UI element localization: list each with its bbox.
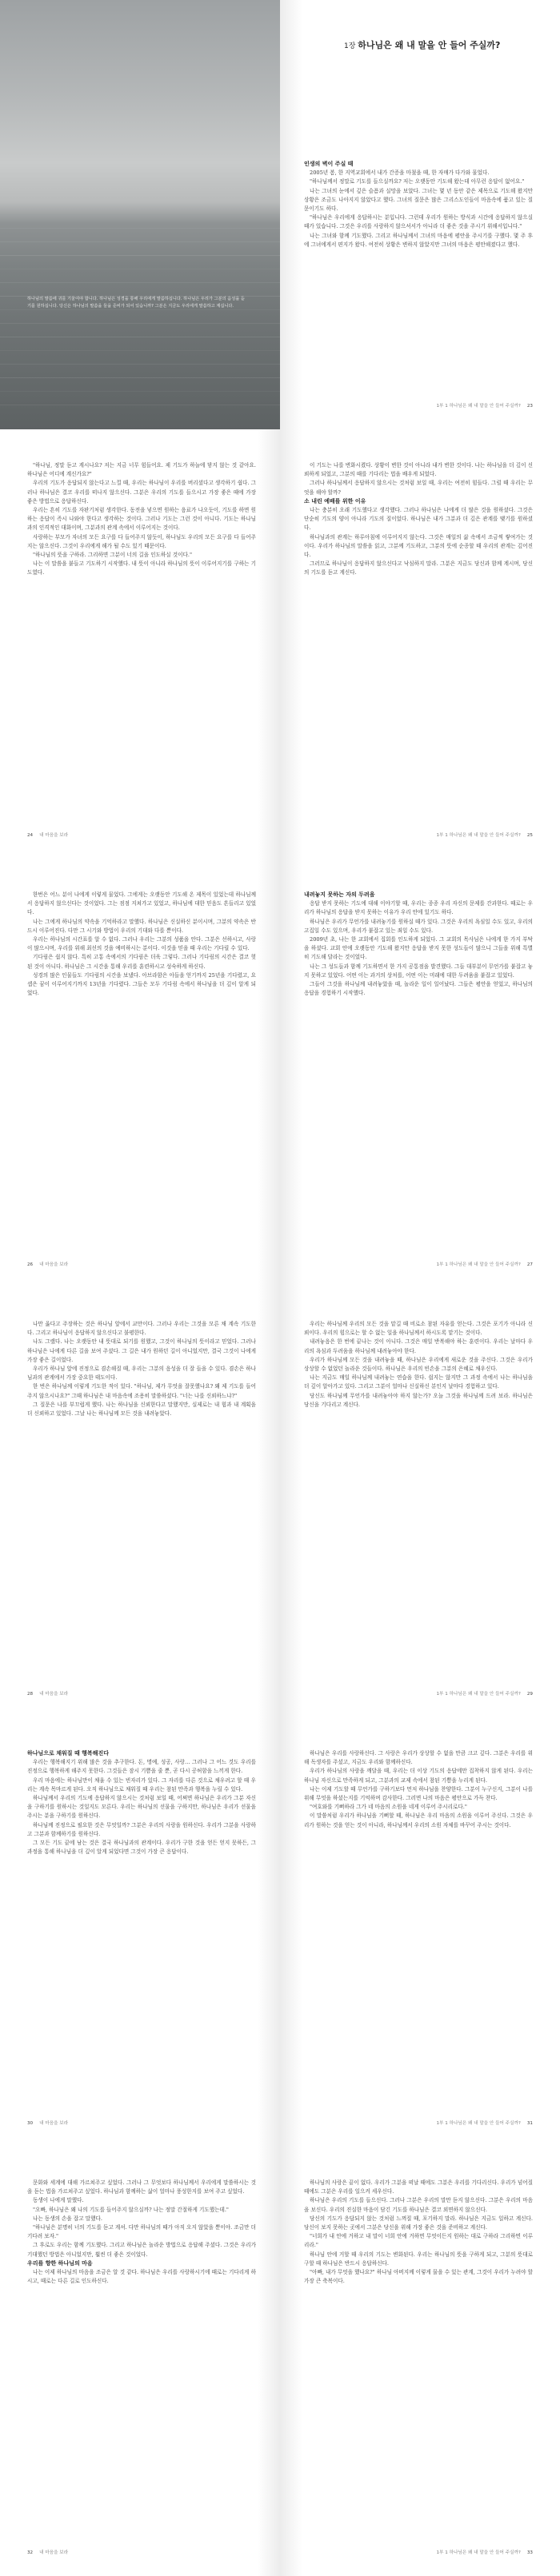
page-number: 24 (27, 833, 34, 838)
section-heading: 인생의 벽이 주실 때 (304, 161, 354, 167)
paragraph: 나는 그녀와 함께 기도했다. 그리고 하나님께서 그녀의 마음에 평안을 주시기를 구했다. 몇 주 후에 그녀에게서 편지가 왔다. 여전히 상황은 변하지 않았지만 그녀의 마음은 평안해졌다고 했다. (304, 232, 533, 248)
right-page-body (304, 2179, 533, 2536)
right-page-body (304, 1320, 533, 1677)
left-page-footer (27, 1261, 68, 1267)
wave-line (0, 377, 280, 378)
running-title: 1부 1 하나님은 왜 내 말을 안 들어 주실까? (436, 1692, 521, 1697)
right-page-body (304, 891, 533, 1248)
right-page-footer (437, 2119, 534, 2126)
left-page (0, 859, 280, 1288)
paragraph: 우리는 하나님의 시간표를 알 수 없다. 그러나 우리는 그분의 성품을 안다. 그분은 선하시고, 사랑이 많으시며, 우리를 위해 최선의 것을 예비하시는 분이다. 이것을 믿을 때 우리는 기다릴 수 있다. (27, 936, 256, 952)
paragraph: 나는 충분히 오래 기도했다고 생각했다. 그러나 하나님은 나에게 더 많은 것을 원하셨다. 그것은 단순히 기도의 양이 아니라 기도의 질이었다. 하나님은 내가 그분과 더 깊은 관계를 맺기를 원하셨다. (304, 507, 533, 532)
page-number: 32 (27, 2550, 34, 2555)
paragraph: 당신의 기도가 응답되지 않는 것처럼 느껴질 때, 포기하지 말라. 하나님은 지금도 일하고 계신다. 당신이 보지 못하는 곳에서 그분은 당신을 위해 가장 좋은 것을 준비하고 계신다. (304, 2215, 533, 2231)
left-page-footer (27, 831, 68, 838)
running-title: 1부 1 하나님은 왜 내 말을 안 들어 주실까? (436, 404, 521, 409)
wave-line (0, 241, 280, 242)
paragraph: 나도 그랬다. 나는 오랫동안 내 뜻대로 되기를 원했고, 그것이 하나님의 뜻이라고 믿었다. 그러나 하나님은 나에게 다른 길을 보여 주셨다. 그 길은 내가 원하던 길이 아니었지만, 결국 그것이 나에게 가장 좋은 길이었다. (27, 1338, 256, 1363)
paragraph: 나는 그녀의 눈에서 깊은 슬픔과 실망을 보았다. 그녀는 몇 년 동안 같은 제목으로 기도해 왔지만 상황은 조금도 나아지지 않았다고 했다. 그녀의 질문은 많은 그리스도인들이 마음속에 품고 있는 질문이기도 하다. (304, 187, 533, 213)
paragraph: 하나님은 우리의 기도를 들으신다. 그러나 그분은 우리의 말만 듣지 않으신다. 그분은 우리의 마음을 보신다. 우리의 진실한 마음이 담긴 기도를 하나님은 결코 외면하지 않으신다. (304, 2197, 533, 2213)
paragraph: 하나님과의 관계는 하루아침에 이루어지지 않는다. 그것은 매일의 삶 속에서 조금씩 쌓여가는 것이다. 우리가 하나님의 말씀을 읽고, 그분께 기도하고, 그분의 뜻에 순종할 때 우리의 관계는 깊어진다. (304, 533, 533, 559)
left-page (0, 2147, 280, 2576)
right-page-body (304, 160, 533, 389)
photo-caption: 하나님의 말씀에 귀를 기울여야 합니다. 하나님은 성경을 통해 우리에게 말씀하십니다. 하나님은 우리가 그분의 음성을 듣기를 원하십니다. 당신은 하나님의 말씀을 들을 준비가 되어 있습니까? 그분은 지금도 우리에게 말씀하고 계십니다. (27, 297, 245, 309)
left-page (0, 1717, 280, 2147)
paragraph: "오빠, 하나님은 왜 나의 기도를 들어주지 않으실까? 나는 정말 간절하게 기도했는데." (33, 2206, 229, 2213)
paragraph: 한 번은 하나님께 이렇게 기도한 적이 있다. "하나님, 제가 무엇을 잘못했나요? 왜 제 기도를 들어주지 않으시나요?" 그때 하나님은 내 마음속에 조용히 말씀하셨다. "너는 나를 신뢰하느냐?" (27, 1383, 256, 1399)
paragraph: 나는 동생의 손을 잡고 말했다. (33, 2215, 102, 2222)
wave-line (0, 391, 280, 392)
left-page-footer (27, 2549, 68, 2555)
paragraph: 우리 마음에는 하나님만이 채울 수 있는 빈자리가 있다. 그 자리를 다른 것으로 채우려고 할 때 우리는 계속 목마르게 된다. 오직 하나님으로 채워질 때 우리는 참된 만족과 행복을 누릴 수 있다. (27, 1776, 256, 1792)
left-page-footer (27, 2119, 68, 2126)
paragraph: 나는 이제 기도할 때 무언가를 구하기보다 먼저 하나님을 찬양한다. 그분이 누구신지, 그분이 나를 위해 무엇을 하셨는지를 기억하며 감사한다. 그러면 나의 마음은 평안으로 가득 찬다. (304, 1785, 533, 1802)
page-number: 33 (526, 2550, 533, 2555)
page-number: 29 (526, 1692, 533, 1697)
section-heading: 우리를 향한 하나님의 마음 (27, 2259, 93, 2267)
paragraph: 나만 옳다고 주장하는 것은 하나님 앞에서 교만이다. 그러나 우리는 그것을 모른 채 계속 기도한다. 그리고 하나님이 응답하지 않으신다고 불평한다. (27, 1321, 256, 1337)
paragraph: 하나님은 우리를 사랑하신다. 그 사랑은 우리가 상상할 수 없을 만큼 크고 깊다. 그분은 우리를 위해 독생자를 주셨고, 지금도 우리와 함께하신다. (304, 1750, 533, 1766)
page-number: 27 (526, 1262, 533, 1267)
paragraph: 그들이 그것을 하나님께 내려놓았을 때, 놀라운 일이 일어났다. 그들은 평안을 얻었고, 하나님의 응답을 경험하기 시작했다. (304, 981, 533, 997)
left-page (0, 429, 280, 859)
chapter-title: 하나님은 왜 내 말을 안 들어 주실까? (358, 40, 501, 50)
page-number: 31 (526, 2121, 533, 2126)
page-number: 23 (526, 404, 533, 409)
left-page-body (27, 1320, 256, 1677)
paragraph: 나는 이 말씀을 붙들고 기도하기 시작했다. 내 뜻이 아니라 하나님의 뜻이 이루어지기를 구하는 기도였다. (27, 560, 256, 576)
wave-line (0, 350, 280, 351)
paragraph: 한번은 어느 분이 나에게 이렇게 물었다. 그에게는 오랫동안 기도해 온 제목이 있었는데 하나님께서 응답하지 않으신다는 것이었다. 그는 점점 지쳐가고 있었고, 하나님에 대한 믿음도 흔들리고 있었다. (27, 891, 256, 916)
right-page-footer (437, 831, 534, 838)
right-page-footer (437, 402, 534, 409)
paragraph: 당신도 하나님께 무언가를 내려놓아야 하지 않는가? 오늘 그것을 하나님께 드려 보라. 하나님은 당신을 기다리고 계신다. (304, 1392, 533, 1408)
left-page (0, 1288, 280, 1717)
paragraph: 내려놓음은 한 번에 끝나는 것이 아니다. 그것은 매일 반복해야 하는 훈련이다. 우리는 날마다 우리의 욕심과 두려움을 하나님께 내려놓아야 한다. (304, 1338, 533, 1354)
paragraph: 나는 지금도 매일 하나님께 내려놓는 연습을 한다. 쉽지는 않지만 그 과정 속에서 나는 하나님을 더 깊이 알아가고 있다. 그리고 그분이 얼마나 신실하신 분인지 날마다 경험하고 있다. (304, 1374, 533, 1390)
paragraph: 우리의 기도가 응답되지 않는다고 느낄 때, 우리는 하나님이 우리를 버리셨다고 생각하기 쉽다. 그러나 하나님은 결코 우리를 떠나지 않으신다. 그분은 우리의 기도를 들으시고 가장 좋은 때에 가장 좋은 방법으로 응답하신다. (27, 480, 256, 504)
wave-line (0, 323, 280, 324)
right-page-body (304, 1749, 533, 2107)
right-page (280, 0, 560, 429)
book-spread (0, 429, 560, 859)
paragraph: 우리는 하나님께 우리의 모든 것을 맡길 때 비로소 참된 자유를 얻는다. 그것은 포기가 아니라 신뢰이다. 우리의 힘으로는 할 수 없는 일을 하나님께서 하시도록 맡기는 것이다. (304, 1321, 533, 1337)
left-page (0, 0, 280, 429)
right-page (280, 1288, 560, 1717)
paragraph: 그러므로 하나님이 응답하지 않으신다고 낙심하지 말라. 그분은 지금도 당신과 함께 계시며, 당신의 기도를 듣고 계신다. (304, 560, 533, 576)
paragraph: 2009년 초, 나는 한 교회에서 집회를 인도하게 되었다. 그 교회의 목사님은 나에게 한 가지 부탁을 하셨다. 교회 안에 오랫동안 기도해 왔지만 응답을 받지 못한 성도들이 많으니 그들을 위해 특별히 기도해 달라는 것이었다. (304, 936, 533, 961)
chapter-number: 1장 (344, 42, 356, 50)
running-title: 1부 1 하나님은 왜 내 말을 안 들어 주실까? (436, 2121, 521, 2126)
paragraph: 나는 그 성도들과 함께 기도하면서 한 가지 공통점을 발견했다. 그들 대부분이 무언가를 붙잡고 놓지 못하고 있었다. 어떤 이는 과거의 상처를, 어떤 이는 미래에 대한 두려움을 붙잡고 있었다. (304, 963, 533, 979)
paragraph: 성경의 많은 인물들도 기다림의 시간을 보냈다. 아브라함은 아들을 얻기까지 25년을 기다렸고, 요셉은 꿈이 이루어지기까지 13년을 기다렸다. 그들은 모두 기다림 속에서 하나님을 더 깊이 알게 되었다. (27, 971, 256, 997)
paragraph: 그 모든 기도 끝에 남는 것은 결국 하나님과의 관계이다. 우리가 구한 것을 얻든 얻지 못하든, 그 과정을 통해 하나님을 더 깊이 알게 되었다면 그것이 가장 큰 응답이다. (27, 1840, 256, 1856)
paragraph: 응답 받지 못하는 기도에 대해 이야기할 때, 우리는 종종 우리 자신의 문제를 간과한다. 때로는 우리가 하나님의 응답을 받지 못하는 이유가 우리 안에 있기도 하다. (304, 900, 533, 916)
paragraph: 이 기도는 나를 변화시켰다. 상황이 변한 것이 아니라 내가 변한 것이다. 나는 하나님을 더 깊이 신뢰하게 되었고, 그분의 때를 기다리는 법을 배우게 되었다. (304, 462, 533, 478)
wave-line (0, 255, 280, 256)
paragraph: 동생이 나에게 말했다. (33, 2197, 84, 2204)
left-page-body (27, 2179, 256, 2536)
paragraph: "하나님, 정말 듣고 계시나요? 저는 지금 너무 힘들어요. 제 기도가 하늘에 닿지 않는 것 같아요. 하나님은 어디에 계신가요?" (27, 462, 256, 478)
right-page-footer (437, 1261, 534, 1267)
right-page (280, 429, 560, 859)
wave-line (0, 364, 280, 365)
paragraph: 그러나 하나님께서 응답하지 않으시는 것처럼 보일 때, 우리는 여전히 힘들다. 그럴 때 우리는 무엇을 해야 할까? (304, 480, 533, 496)
paragraph: 하나님은 우리가 무언가를 내려놓기를 원하실 때가 있다. 그것은 우리의 욕심일 수도 있고, 우리의 고집일 수도 있으며, 우리가 붙잡고 있는 죄일 수도 있다. (304, 918, 533, 934)
left-page-footer (27, 1690, 68, 1697)
paragraph: 문화와 세계에 대해 가르쳐주고 싶었다. 그러나 그 무엇보다 하나님께서 우리에게 말씀하시는 것을 듣는 법을 가르쳐주고 싶었다. 하나님과 함께하는 삶이 얼마나 풍성한지를 보여 주고 싶었다. (27, 2179, 256, 2195)
right-page-footer (437, 2549, 534, 2555)
paragraph: 우리가 하나님께 모든 것을 내려놓을 때, 하나님은 우리에게 새로운 것을 주신다. 그것은 우리가 상상할 수 없었던 놀라운 것들이다. 하나님은 우리의 빈손을 그분의 은혜로 채우신다. (304, 1356, 533, 1373)
page-number: 26 (27, 1262, 34, 1267)
paragraph: "하나님께서 정말로 기도를 들으실까요? 저는 오랫동안 기도해 왔는데 아무런 응답이 없어요." (310, 178, 525, 185)
paragraph: 우리가 하나님의 사랑을 깨달을 때, 우리는 더 이상 기도의 응답에만 집착하지 않게 된다. 우리는 하나님 자신으로 만족하게 되고, 그분과의 교제 속에서 참된 기쁨을 누리게 된다. (304, 1768, 533, 1784)
paragraph: "아빠, 내가 무엇을 했나요?" 하나님 아버지께 이렇게 물을 수 있는 관계, 그것이 우리가 누려야 할 가장 큰 축복이다. (304, 2269, 533, 2285)
paragraph: 우리는 흔히 기도를 자판기처럼 생각한다. 동전을 넣으면 원하는 음료가 나오듯이, 기도를 하면 원하는 응답이 즉시 나와야 한다고 생각하는 것이다. 그러나 기도는 그런 것이 아니다. 기도는 하나님과의 인격적인 대화이며, 그분과의 관계 속에서 이루어지는 것이다. (27, 507, 256, 532)
paragraph: 이 말씀처럼 우리가 하나님을 기뻐할 때, 하나님은 우리 마음의 소원을 이루어 주신다. 그것은 우리가 원하는 것을 얻는 것이 아니라, 하나님께서 우리의 소원 자체를 바꾸어 주시는 것이다. (304, 1812, 533, 1828)
paragraph: 우리는 행복해지기 위해 많은 것을 추구한다. 돈, 명예, 성공, 사랑… 그러나 그 어느 것도 우리를 진정으로 행복하게 해주지 못한다. 그것들은 잠시 기쁨을 줄 뿐, 곧 다시 공허함을 느끼게 한다. (27, 1759, 256, 1775)
section-heading: 하나님으로 채워질 때 행복해진다 (27, 1750, 109, 1757)
running-title: 1부 1 하나님은 왜 내 말을 안 들어 주실까? (436, 2550, 521, 2555)
paragraph: 하나님 안에 거할 때 우리의 기도는 변화된다. 우리는 하나님의 뜻을 구하게 되고, 그분의 뜻대로 구할 때 하나님은 반드시 응답하신다. (304, 2251, 533, 2267)
right-page (280, 1717, 560, 2147)
running-title: 내 마음을 보라 (39, 2121, 69, 2126)
right-page (280, 859, 560, 1288)
page-number: 25 (526, 833, 533, 838)
paragraph: 나는 이제 하나님의 마음을 조금은 알 것 같다. 하나님은 우리를 사랑하시기에 때로는 기다리게 하시고, 때로는 다른 길로 인도하신다. (27, 2269, 256, 2285)
right-page-body (304, 461, 533, 819)
paragraph: "여호와를 기뻐하라 그가 네 마음의 소원을 네게 이루어 주시리로다." (310, 1804, 467, 1811)
paragraph: 하나님께 진정으로 필요한 것은 무엇일까? 그분은 우리의 사랑을 원하신다. 우리가 그분을 사랑하고 그분과 함께하기를 원하신다. (27, 1821, 256, 1837)
page-number: 28 (27, 1692, 34, 1697)
book-spread (0, 2147, 560, 2576)
chapter-heading (344, 38, 500, 51)
paragraph: "너희가 내 안에 거하고 내 말이 너희 안에 거하면 무엇이든지 원하는 대로 구하라 그리하면 이루리라." (304, 2233, 533, 2249)
paragraph: 2005년 봄, 한 지역교회에서 내가 간증을 마쳤을 때, 한 자매가 다가와 물었다. (310, 169, 490, 177)
running-title: 내 마음을 보라 (39, 1692, 69, 1697)
paragraph: "하나님은 분명히 너의 기도를 듣고 계셔. 다만 하나님의 때가 아직 오지 않았을 뿐이야. 조금만 더 기다려 보자." (27, 2224, 256, 2240)
section-heading: 내려놓지 못하는 자의 두려움 (304, 891, 375, 898)
paragraph: 하나님께서 우리의 기도에 응답하지 않으시는 것처럼 보일 때, 어쩌면 하나님은 우리가 그분 자신을 구하기를 원하시는 것일지도 모른다. 우리는 하나님의 선물을 구하지만, 하나님은 우리가 선물을 주시는 분을 구하기를 원하신다. (27, 1795, 256, 1820)
left-page-body (27, 891, 256, 1248)
paragraph: 그 후로도 우리는 함께 기도했다. 그리고 하나님은 놀라운 방법으로 응답해 주셨다. 그것은 우리가 기대했던 방법은 아니었지만, 훨씬 더 좋은 것이었다. (27, 2242, 256, 2258)
book-spread (0, 1717, 560, 2147)
wave-line (0, 282, 280, 283)
paragraph: 하나님의 사랑은 끝이 없다. 우리가 그분을 떠날 때에도 그분은 우리를 기다리신다. 우리가 넘어질 때에도 그분은 우리를 일으켜 세우신다. (304, 2179, 533, 2195)
wave-line (0, 228, 280, 229)
paragraph: 우리가 하나님 앞에 진정으로 겸손해질 때, 우리는 그분의 음성을 더 잘 들을 수 있다. 겸손은 하나님과의 관계에서 가장 중요한 태도이다. (27, 1366, 256, 1382)
paragraph: "하나님의 뜻을 구하라. 그리하면 그분이 너의 길을 인도하실 것이다." (33, 552, 193, 559)
paragraph: 사랑하는 부모가 자녀의 모든 요구를 다 들어주지 않듯이, 하나님도 우리의 모든 요구를 다 들어주지는 않으신다. 그것이 우리에게 해가 될 수도 있기 때문이다. (27, 533, 256, 549)
running-title: 1부 1 하나님은 왜 내 말을 안 들어 주실까? (436, 1262, 521, 1267)
right-page-footer (437, 1690, 534, 1697)
running-title: 내 마음을 보라 (39, 833, 69, 838)
book-spread (0, 1288, 560, 1717)
book-spread (0, 0, 560, 429)
paragraph: "하나님은 우리에게 응답하시는 분입니다. 그런데 우리가 원하는 방식과 시간에 응답하지 않으실 때가 있습니다. 그것은 우리를 사랑하지 않으셔서가 아니라 더 좋은 것을 주시기 위해서입니다." (304, 214, 533, 230)
book-spread (0, 859, 560, 1288)
horizon-line (0, 214, 280, 216)
running-title: 1부 1 하나님은 왜 내 말을 안 들어 주실까? (436, 833, 521, 838)
sea-photo (0, 0, 280, 429)
page-number: 30 (27, 2121, 34, 2126)
paragraph: 기다림은 쉽지 않다. 특히 고통 속에서의 기다림은 더욱 그렇다. 그러나 기다림의 시간은 결코 헛된 것이 아니다. 하나님은 그 시간을 통해 우리를 훈련하시고 성숙하게 하신다. (27, 954, 256, 970)
right-page (280, 2147, 560, 2576)
running-title: 내 마음을 보라 (39, 2550, 69, 2555)
left-page-body (27, 461, 256, 819)
paragraph: 나는 그에게 하나님의 약속을 기억하라고 말했다. 하나님은 신실하신 분이시며, 그분의 약속은 반드시 이루어진다. 다만 그 시기와 방법이 우리의 기대와 다를 뿐이다. (27, 918, 256, 934)
section-heading: 소 내린 예배를 위한 이유 (304, 497, 366, 504)
running-title: 내 마음을 보라 (39, 1262, 69, 1267)
paragraph: 그 질문은 나를 부끄럽게 했다. 나는 하나님을 신뢰한다고 말했지만, 실제로는 내 힘과 내 계획을 더 신뢰하고 있었다. 그날 나는 하나님께 모든 것을 내려놓았다. (27, 1401, 256, 1418)
left-page-body (27, 1749, 256, 2107)
